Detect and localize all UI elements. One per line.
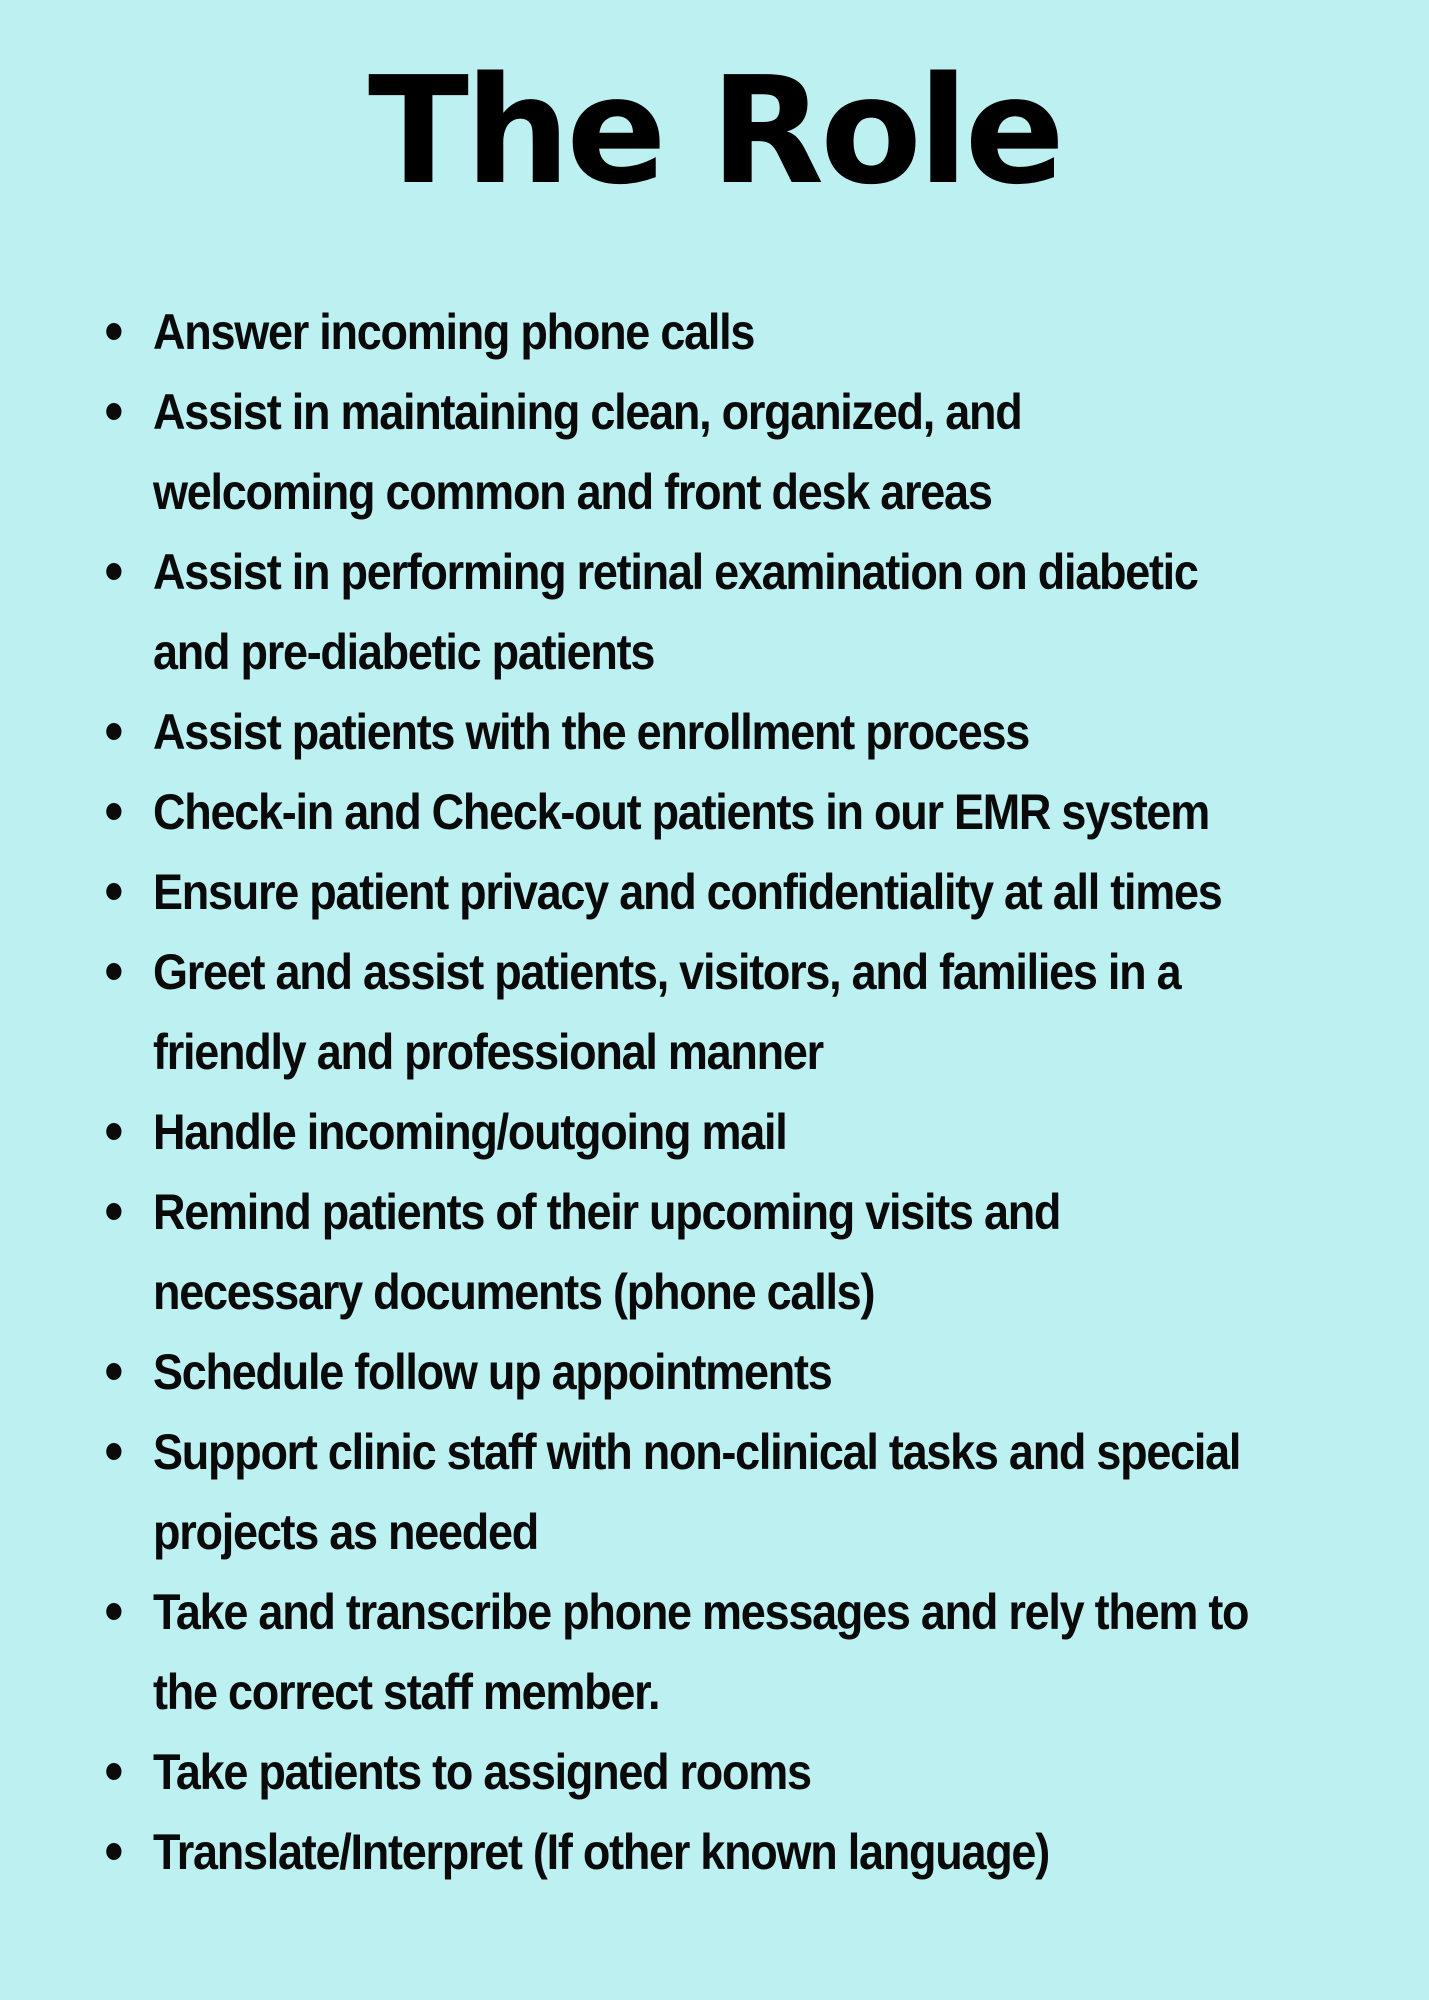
list-item-text: the correct staff member. bbox=[153, 1664, 660, 1720]
list-item-text: Assist in maintaining clean, organized, and bbox=[153, 384, 1022, 440]
page-title: The Role bbox=[368, 45, 1061, 217]
list-item bbox=[15, 1572, 1301, 1732]
bullet-icon bbox=[106, 803, 121, 820]
role-list bbox=[0, 292, 1429, 1892]
list-item bbox=[15, 1332, 1301, 1412]
list-item bbox=[15, 292, 1301, 372]
bullet-icon bbox=[106, 1123, 121, 1140]
bullet-icon bbox=[106, 563, 121, 580]
list-item-text: Translate/Interpret (If other known language) bbox=[153, 1824, 1049, 1880]
list-item-text: friendly and professional manner bbox=[153, 1024, 823, 1080]
bullet-icon bbox=[106, 1363, 121, 1380]
bullet-icon bbox=[106, 1203, 121, 1220]
list-item-text: Remind patients of their upcoming visits and bbox=[153, 1184, 1061, 1240]
list-item-text: Assist in performing retinal examination on diabetic bbox=[153, 544, 1198, 600]
list-item bbox=[15, 1812, 1301, 1892]
bullet-icon bbox=[106, 323, 121, 340]
list-item-text: Take and transcribe phone messages and rely them to bbox=[153, 1584, 1249, 1640]
list-item bbox=[15, 532, 1301, 692]
bullet-icon bbox=[106, 883, 121, 900]
list-item-text: necessary documents (phone calls) bbox=[153, 1264, 875, 1320]
list-item bbox=[15, 692, 1301, 772]
list-item-text: Ensure patient privacy and confidentiality at all times bbox=[153, 864, 1222, 920]
bullet-icon bbox=[106, 1443, 121, 1460]
list-item-text: Answer incoming phone calls bbox=[153, 304, 755, 360]
list-item bbox=[15, 372, 1301, 532]
list-item-text: Support clinic staff with non-clinical tasks and special bbox=[153, 1424, 1241, 1480]
bullet-icon bbox=[106, 1763, 121, 1780]
list-item bbox=[15, 1732, 1301, 1812]
bullet-icon bbox=[106, 1603, 121, 1620]
list-item bbox=[15, 932, 1301, 1092]
list-item-text: Check-in and Check-out patients in our EMR system bbox=[153, 784, 1209, 840]
bullet-icon bbox=[106, 963, 121, 980]
bullet-icon bbox=[106, 1843, 121, 1860]
list-item bbox=[15, 1412, 1301, 1572]
bullet-icon bbox=[106, 403, 121, 420]
list-item-text: Handle incoming/outgoing mail bbox=[153, 1104, 787, 1160]
list-item-text: welcoming common and front desk areas bbox=[153, 464, 992, 520]
list-item-text: Take patients to assigned rooms bbox=[153, 1744, 811, 1800]
list-item bbox=[15, 852, 1301, 932]
list-item bbox=[15, 772, 1301, 852]
list-item-text: projects as needed bbox=[153, 1504, 538, 1560]
list-item-text: and pre-diabetic patients bbox=[153, 624, 655, 680]
list-item-text: Schedule follow up appointments bbox=[153, 1344, 832, 1400]
list-item bbox=[15, 1172, 1301, 1332]
list-item bbox=[15, 1092, 1301, 1172]
list-item-text: Greet and assist patients, visitors, and families in a bbox=[153, 944, 1181, 1000]
list-item-text: Assist patients with the enrollment process bbox=[153, 704, 1030, 760]
bullet-icon bbox=[106, 723, 121, 740]
